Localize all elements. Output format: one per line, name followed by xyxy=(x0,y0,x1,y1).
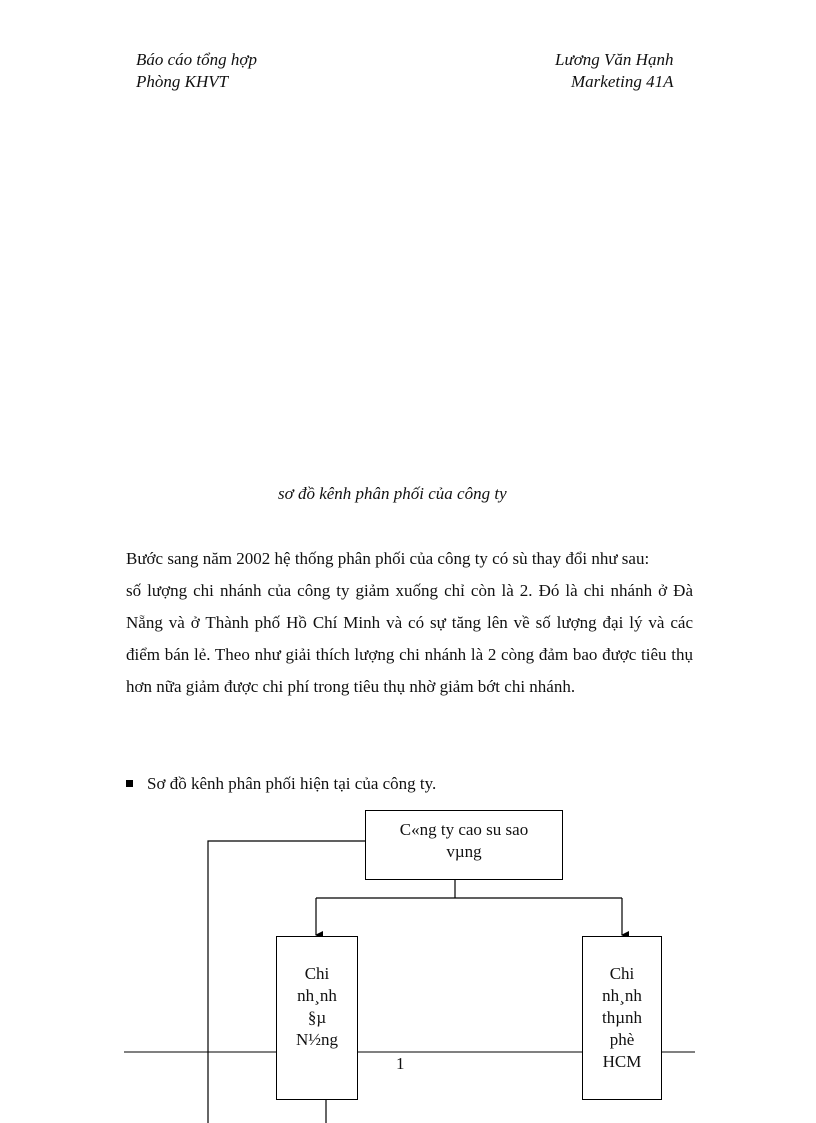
class-name: Marketing 41A xyxy=(571,72,674,91)
page-number: 1 xyxy=(396,1054,405,1073)
paragraph-2: số lượng chi nhánh của công ty giảm xuống chỉ còn là 2. Đó là chi nhánh ở Đà Nẵng và ở Thành phố Hồ Chí Minh và có sự tăng lên về số lượng đại lý và các điểm bán lẻ. Theo như giải thích lượng chi nhánh là 2 còng đảm bao được tiêu thụ hơn nữa giảm được chi phí trong tiêu thụ nhờ giảm bớt chi nhánh. xyxy=(126,581,693,696)
danang-line4: N½ng xyxy=(295,1030,339,1049)
hcm-line3: thµnh xyxy=(601,1008,643,1027)
danang-line3: §µ xyxy=(307,1008,327,1027)
hcm-line2: nh¸nh xyxy=(602,986,642,1005)
hcm-line1: Chi xyxy=(609,964,635,983)
hcm-line5: HCM xyxy=(602,1052,642,1071)
branch-hcm-box xyxy=(582,936,662,1100)
report-title: Báo cáo tổng hợp xyxy=(136,50,257,69)
author-name: Lương Văn Hạnh xyxy=(555,50,674,69)
branch-danang-box xyxy=(276,936,358,1100)
department: Phòng KHVT xyxy=(136,72,229,91)
company-box-line2: vµng xyxy=(446,842,482,861)
company-box-line1: C«ng ty cao su sao xyxy=(399,820,529,839)
danang-line2: nh¸nh xyxy=(297,986,337,1005)
company-box xyxy=(365,810,563,880)
figure-caption: sơ đồ kênh phân phối của công ty xyxy=(278,484,507,503)
hcm-line4: phè xyxy=(609,1030,635,1049)
danang-line1: Chi xyxy=(304,964,330,983)
bullet-text: Sơ đồ kênh phân phối hiện tại của công ty. xyxy=(147,774,437,793)
paragraph-1: Bước sang năm 2002 hệ thống phân phối của công ty có sù thay đổi như sau: xyxy=(126,549,650,568)
